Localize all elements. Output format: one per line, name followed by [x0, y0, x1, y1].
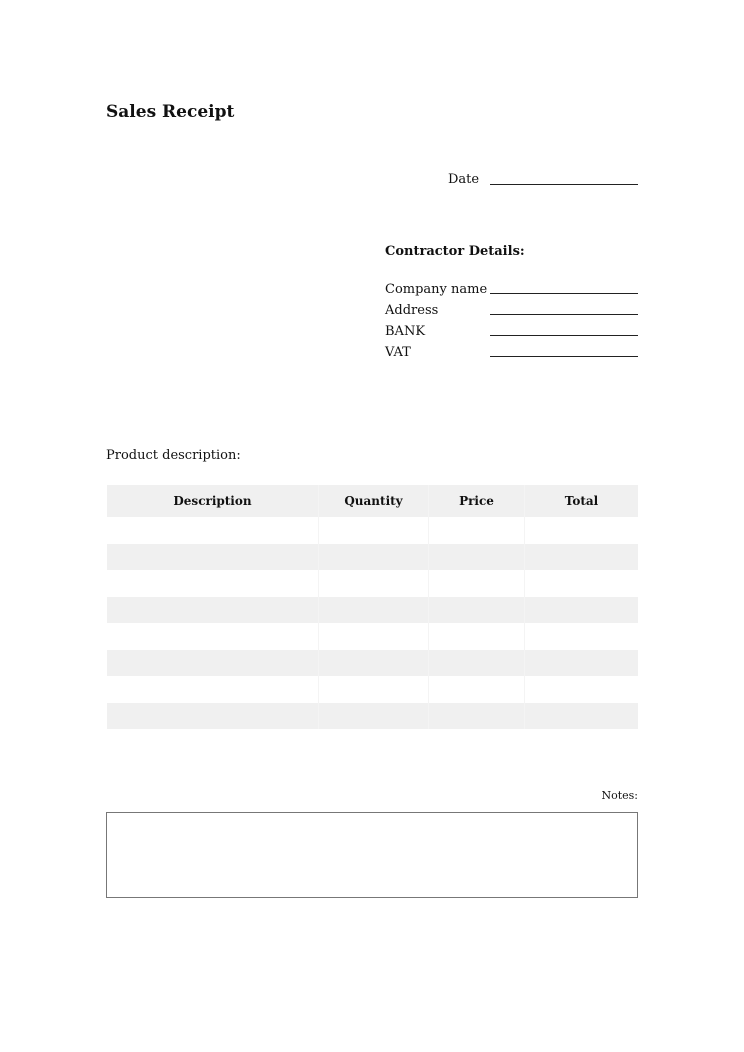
table-cell	[319, 597, 429, 624]
table-row	[107, 517, 638, 544]
company-name-label: Company name	[385, 282, 488, 297]
table-cell	[429, 676, 525, 703]
notes-label: Notes:	[601, 789, 638, 802]
product-description-heading: Product description:	[106, 448, 241, 463]
table-cell	[525, 676, 638, 703]
table-cell	[525, 570, 638, 597]
table-cell	[107, 517, 319, 544]
table-cell	[429, 597, 525, 624]
date-line	[490, 184, 638, 185]
table-cell	[319, 570, 429, 597]
column-header-description: Description	[107, 485, 319, 517]
table-cell	[429, 703, 525, 730]
table-cell	[429, 517, 525, 544]
date-row	[448, 172, 638, 188]
bank-line	[490, 335, 638, 336]
table-cell	[107, 544, 319, 571]
table-cell	[525, 517, 638, 544]
table-row	[107, 676, 638, 703]
table-cell	[525, 544, 638, 571]
table-cell	[525, 597, 638, 624]
table-cell	[319, 544, 429, 571]
contractor-details-heading: Contractor Details:	[385, 244, 525, 259]
vat-row	[385, 345, 638, 361]
bank-label: BANK	[385, 324, 426, 339]
document-title: Sales Receipt	[106, 102, 235, 122]
vat-line	[490, 356, 638, 357]
table-cell	[107, 676, 319, 703]
table-row	[107, 623, 638, 650]
table-cell	[429, 650, 525, 677]
company-name-row	[385, 282, 638, 298]
table-cell	[107, 597, 319, 624]
date-label: Date	[448, 172, 480, 187]
table-cell	[319, 703, 429, 730]
product-table	[107, 485, 638, 729]
table-cell	[107, 650, 319, 677]
address-label: Address	[385, 303, 439, 318]
column-header-total: Total	[564, 494, 599, 508]
table-row	[107, 570, 638, 597]
table-cell	[525, 623, 638, 650]
table-cell	[525, 650, 638, 677]
table-header-row	[107, 485, 638, 517]
table-cell	[107, 623, 319, 650]
table-cell	[319, 676, 429, 703]
column-header-quantity: Quantity	[319, 485, 429, 517]
bank-row	[385, 324, 638, 340]
table-row	[107, 544, 638, 571]
table-cell	[107, 703, 319, 730]
table-cell	[429, 570, 525, 597]
vat-label: VAT	[385, 345, 411, 360]
company-name-line	[490, 293, 638, 294]
column-header-price: Price	[429, 485, 525, 517]
table-cell	[319, 517, 429, 544]
table-row	[107, 650, 638, 677]
table-cell	[429, 623, 525, 650]
table-row	[107, 703, 638, 730]
table-cell	[429, 544, 525, 571]
table-cell	[319, 650, 429, 677]
notes-box	[106, 812, 638, 898]
table-cell	[107, 570, 319, 597]
address-line	[490, 314, 638, 315]
table-cell	[525, 703, 638, 730]
address-row	[385, 303, 638, 319]
table-cell	[319, 623, 429, 650]
table-row	[107, 597, 638, 624]
